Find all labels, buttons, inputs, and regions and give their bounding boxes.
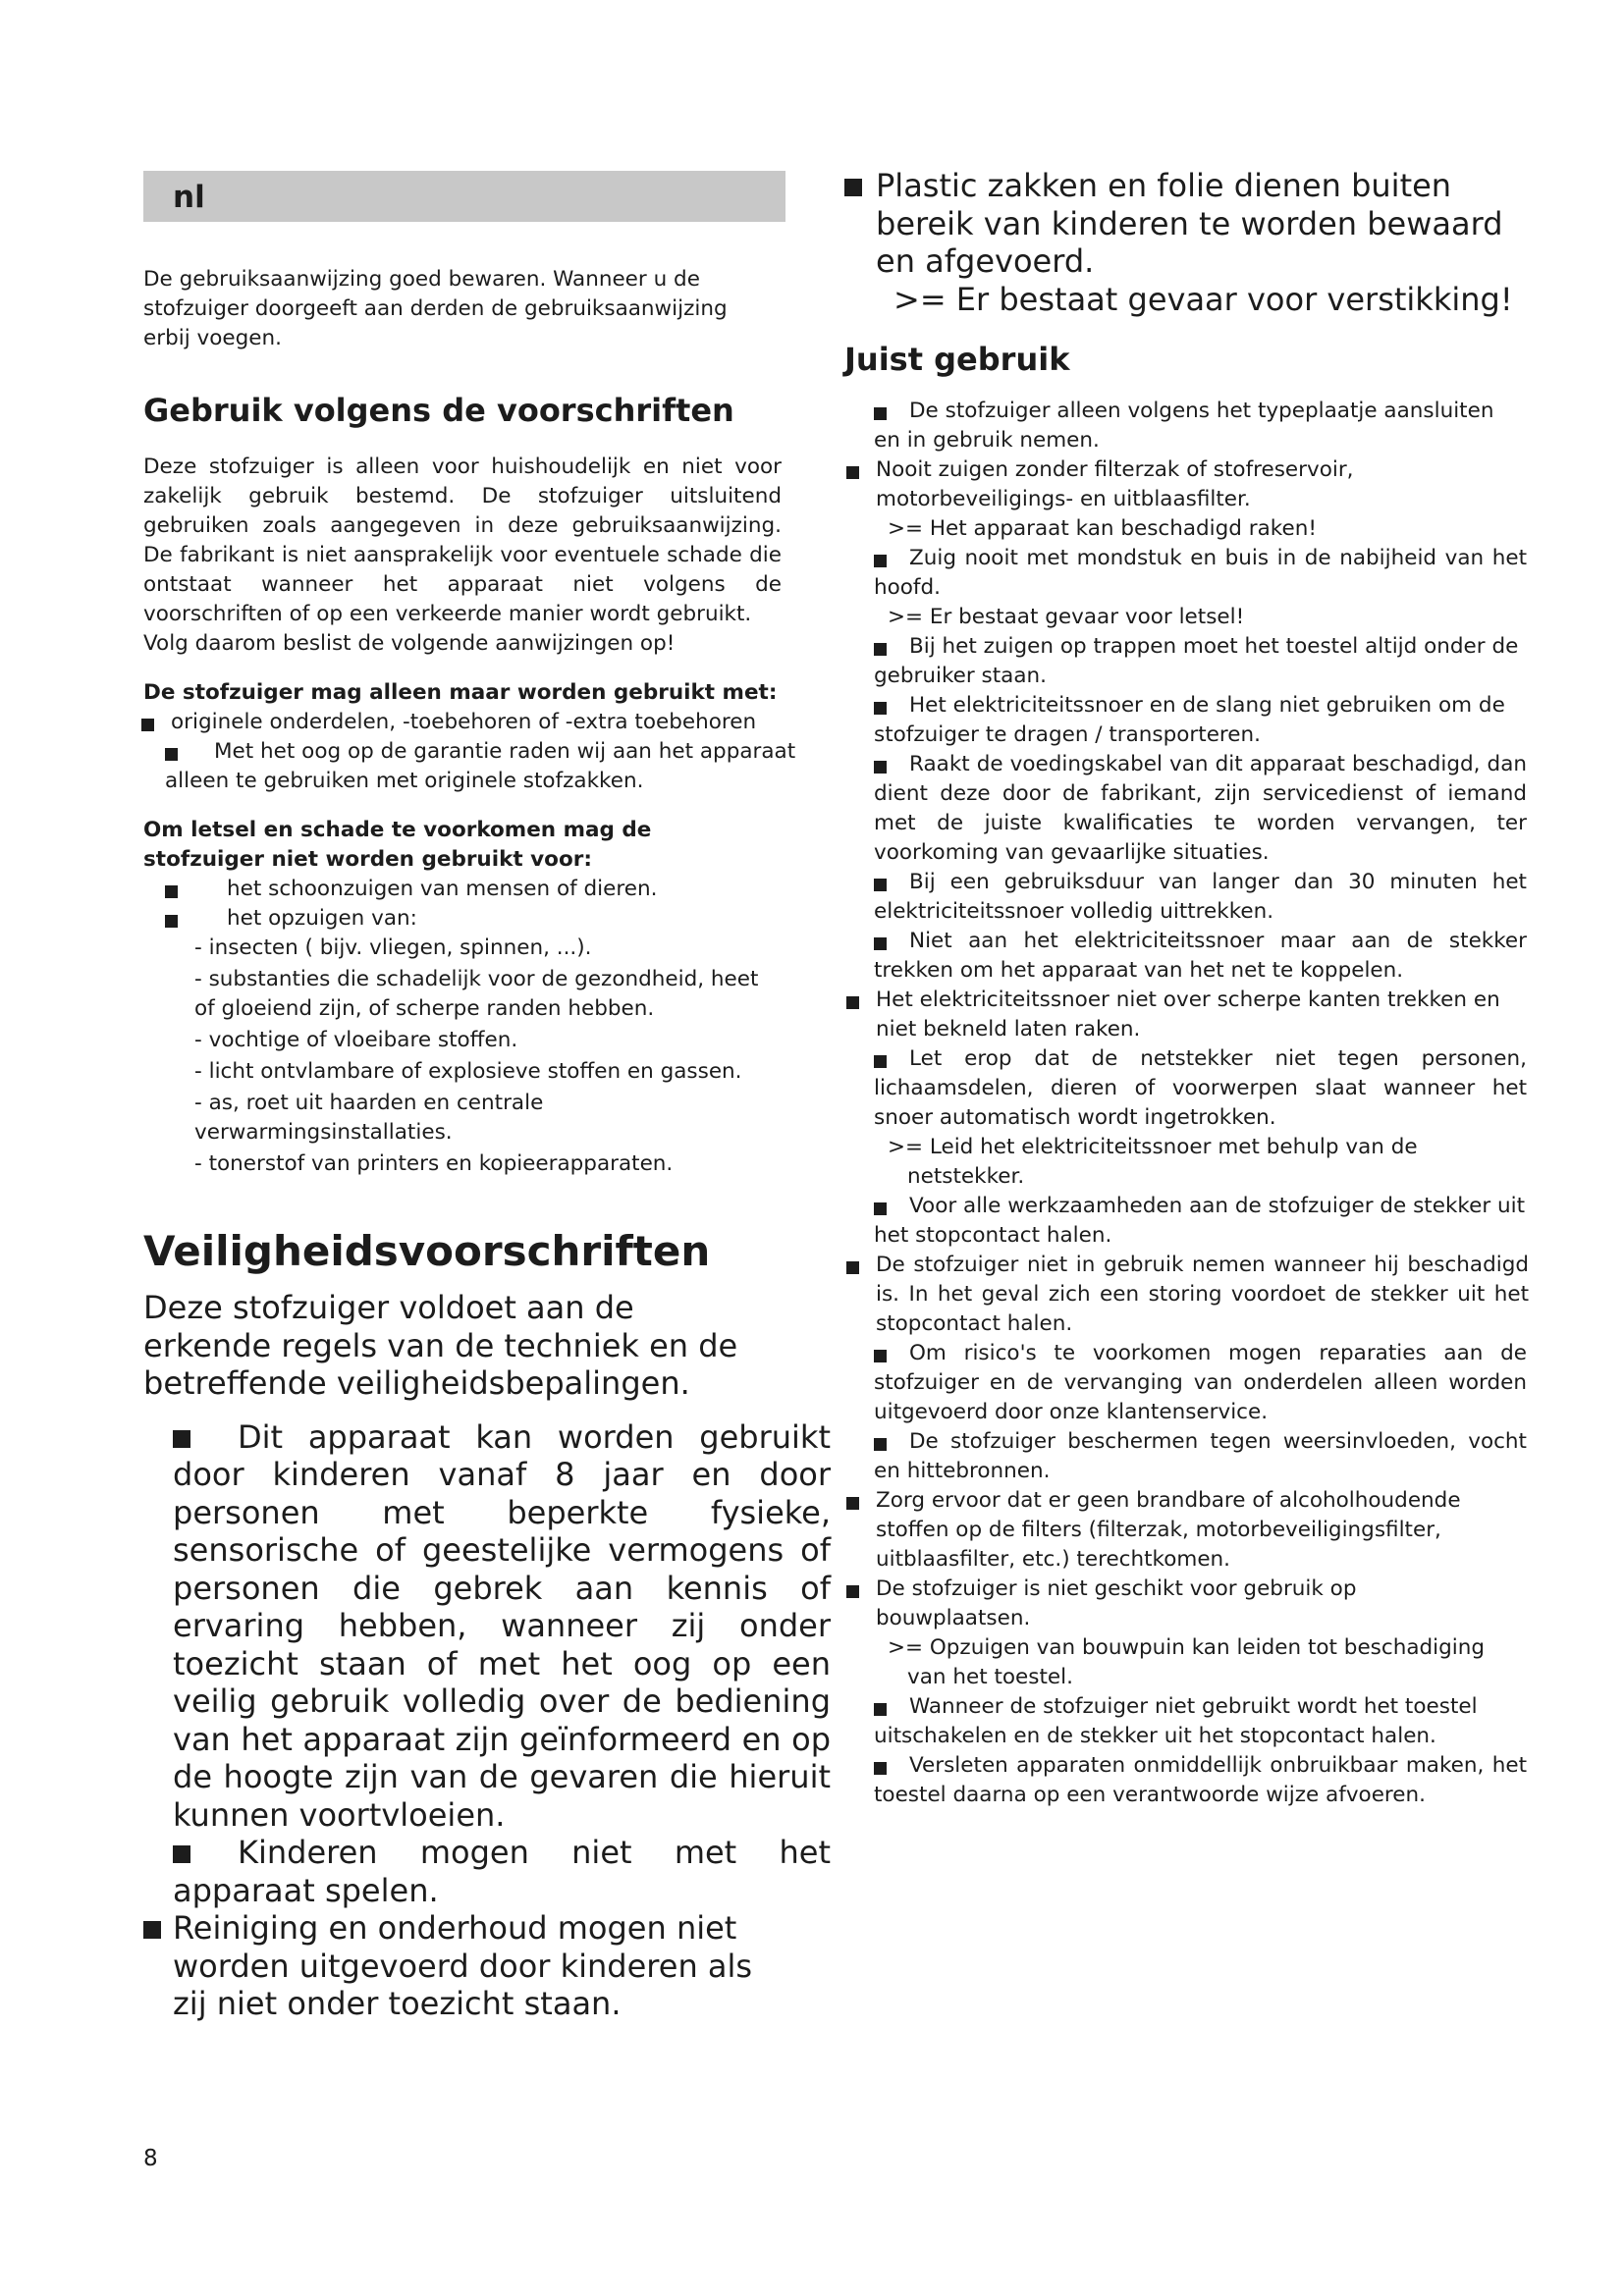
list-item: Het elektriciteitssnoer niet over scherpe kanten trekken en niet bekneld laten raken. <box>846 986 1504 1044</box>
list-item: De stofzuiger niet in gebruik nemen wanneer hij beschadigd is. In het geval zich een storing voordoet de stekker uit het stopcontact halen. <box>846 1251 1529 1339</box>
list-item: Reiniging en onderhoud mogen niet worden uitgevoerd door kinderen als zij niet onder toezicht staan. <box>143 1909 762 2023</box>
list-item: Plastic zakken en folie dienen buiten bereik van kinderen te worden bewaard en afgevoerd. <box>844 167 1504 281</box>
bullet-square-icon <box>173 1430 190 1448</box>
list-item: Met het oog op de garantie raden wij aan het apparaat alleen te gebruiken met originele stofzakken. <box>165 739 796 793</box>
bullet-square-icon <box>874 1703 887 1716</box>
bullet-square-icon <box>141 719 154 731</box>
note-text: >= Opzuigen van bouwpuin kan leiden tot beschadiging van het toestel. <box>888 1635 1486 1689</box>
bullet-square-icon <box>874 879 887 891</box>
list-item: De stofzuiger is niet geschikt voor gebruik op bouwplaatsen. <box>846 1575 1504 1633</box>
bullet-square-icon <box>143 1921 161 1939</box>
note-text: >= Leid het elektriciteitssnoer met behulp van de netstekker. <box>888 1135 1418 1189</box>
list-item: Nooit zuigen zonder filterzak of stofreservoir, motorbeveiligings- en uitblaasfilter. <box>846 455 1529 514</box>
list-item: Bij het zuigen op trappen moet het toestel altijd onder de gebruiker staan. <box>874 634 1519 688</box>
bullet-square-icon <box>165 915 178 928</box>
bullet-square-icon <box>846 996 859 1009</box>
heading-gebruik: Gebruik volgens de voorschriften <box>143 392 734 429</box>
right-column <box>844 167 1532 1810</box>
bullet-square-icon <box>844 179 862 196</box>
list-item: het schoonzuigen van mensen of dieren. <box>165 875 785 904</box>
list-item: Om risico's te voorkomen mogen reparaties aan de stofzuiger en de vervanging van onderdelen alleen worden uitgevoerd door onze klantenservice. <box>874 1341 1527 1424</box>
intro-text: De gebruiksaanwijzing goed bewaren. Wanneer u de stofzuiger doorgeeft aan derden de gebruiksaanwijzing erbij voegen. <box>143 267 728 350</box>
list-item: Raakt de voedingskabel van dit apparaat beschadigd, dan dient deze door de fabrikant, zijn servicedienst of iemand met de juiste kwalificaties te worden vervangen, ter voorkoming van gevaarlijke situaties. <box>874 752 1527 865</box>
bullet-square-icon <box>173 1845 190 1863</box>
juist-list <box>844 397 1532 1810</box>
bullet-square-icon <box>165 885 178 898</box>
bullet-square-icon <box>874 555 887 567</box>
page-number: 8 <box>143 2146 158 2171</box>
list-item: Wanneer de stofzuiger niet gebruikt wordt het toestel uitschakelen en de stekker uit het stopcontact halen. <box>874 1694 1478 1748</box>
bullet-square-icon <box>874 1202 887 1215</box>
bullet-square-icon <box>846 1261 859 1274</box>
dash-item: - as, roet uit haarden en centrale verwarmingsinstallaties. <box>194 1091 544 1145</box>
bullet-square-icon <box>874 1350 887 1362</box>
list-item: Versleten apparaten onmiddellijk onbruikbaar maken, het toestel daarna op een verantwoorde wijze afvoeren. <box>874 1753 1527 1807</box>
dash-item: - licht ontvlambare of explosieve stoffen en gassen. <box>194 1059 742 1084</box>
bullet-square-icon <box>165 748 178 761</box>
veiligheid-paragraph: Deze stofzuiger voldoet aan de erkende regels van de techniek en de betreffende veiligheidsbepalingen. <box>143 1289 738 1402</box>
dash-item: - vochtige of vloeibare stoffen. <box>194 1028 518 1052</box>
bullet-square-icon <box>874 761 887 774</box>
bullet-square-icon <box>874 937 887 950</box>
list-item: Niet aan het elektriciteitssnoer maar aan de stekker trekken om het apparaat van het net te koppelen. <box>874 929 1527 983</box>
list-item: De stofzuiger alleen volgens het typeplaatje aansluiten en in gebruik nemen. <box>874 399 1494 453</box>
list-item: originele onderdelen, -toebehoren of -extra toebehoren <box>141 708 780 737</box>
bullet-square-icon <box>874 407 887 420</box>
list-item: Let erop dat de netstekker niet tegen personen, lichaamsdelen, dieren of voorwerpen slaat wanneer het snoer automatisch wordt ingetrokken. <box>874 1046 1527 1130</box>
bullet-square-icon <box>874 1438 887 1451</box>
bullet-square-icon <box>874 1762 887 1775</box>
bullet-square-icon <box>874 702 887 715</box>
list-item: Bij een gebruiksduur van langer dan 30 minuten het elektriciteitssnoer volledig uittrekken. <box>874 870 1527 924</box>
bullet-square-icon <box>874 1055 887 1068</box>
note-text: >= Het apparaat kan beschadigd raken! <box>888 516 1317 541</box>
list-item: Het elektriciteitssnoer en de slang niet gebruiken om de stofzuiger te dragen / transporteren. <box>874 693 1505 747</box>
dash-list <box>194 934 774 1179</box>
list-item: De stofzuiger beschermen tegen weersinvloeden, vocht en hittebronnen. <box>874 1429 1527 1483</box>
bullet-square-icon <box>846 1497 859 1510</box>
dash-item: - insecten ( bijv. vliegen, spinnen, ...). <box>194 935 592 960</box>
heading-veiligheid: Veiligheidsvoorschriften <box>143 1227 711 1275</box>
list-item: Dit apparaat kan worden gebruikt door kinderen vanaf 8 jaar en door personen met beperkte fysieke, sensorische of geestelijke vermogens of personen die gebrek aan kennis of ervaring hebben, wanneer zij onder toezicht staan of met het oog op een veilig gebruik volledig over de bediening van het apparaat zijn geïnformeerd en op de hoogte zijn van de gevaren die hieruit kunnen voortvloeien. <box>173 1417 831 1834</box>
subheading-forbidden-use: Om letsel en schade te voorkomen mag de stofzuiger niet worden gebruikt voor: <box>143 818 652 872</box>
list-item: Zuig nooit met mondstuk en buis in de nabijheid van het hoofd. <box>874 546 1527 600</box>
list-item: Zorg ervoor dat er geen brandbare of alcoholhoudende stoffen op de filters (filterzak, motorbeveiligingsfilter, uitblaasfilter, etc.) terechtkomen. <box>846 1486 1529 1575</box>
list-item: Kinderen mogen niet met het apparaat spelen. <box>173 1834 831 1909</box>
language-header-bar <box>143 171 785 222</box>
subheading-allowed-use: De stofzuiger mag alleen maar worden gebruikt met: <box>143 680 778 705</box>
note-text: >= Er bestaat gevaar voor letsel! <box>888 605 1245 629</box>
bullet-square-icon <box>846 1585 859 1598</box>
list-item: Voor alle werkzaamheden aan de stofzuiger de stekker uit het stopcontact halen. <box>874 1194 1526 1248</box>
gebruik-paragraph: Deze stofzuiger is alleen voor huishoudelijk en niet voor zakelijk gebruik bestemd. De stofzuiger uitsluitend gebruiken zoals aangegeven in deze gebruiksaanwijzing. De fabrikant is niet aansprakelijk voor eventuele schade die ontstaat wanneer het apparaat niet volgens de voorschriften of op een verkeerde manier wordt gebruikt. <box>143 454 782 626</box>
gebruik-follow-text: Volg daarom beslist de volgende aanwijzingen op! <box>143 631 676 656</box>
dash-item: - substanties die schadelijk voor de gezondheid, heet of gloeiend zijn, of scherpe randen hebben. <box>194 967 759 1021</box>
bullet-square-icon <box>874 643 887 656</box>
heading-juist-gebruik: Juist gebruik <box>844 341 1070 378</box>
language-code: nl <box>173 180 205 215</box>
bullet-square-icon <box>846 466 859 479</box>
list-item: het opzuigen van: <box>165 904 785 934</box>
left-column <box>143 171 831 2023</box>
dash-item: - tonerstof van printers en kopieerapparaten. <box>194 1151 674 1176</box>
warning-text: >= Er bestaat gevaar voor verstikking! <box>893 280 1513 318</box>
